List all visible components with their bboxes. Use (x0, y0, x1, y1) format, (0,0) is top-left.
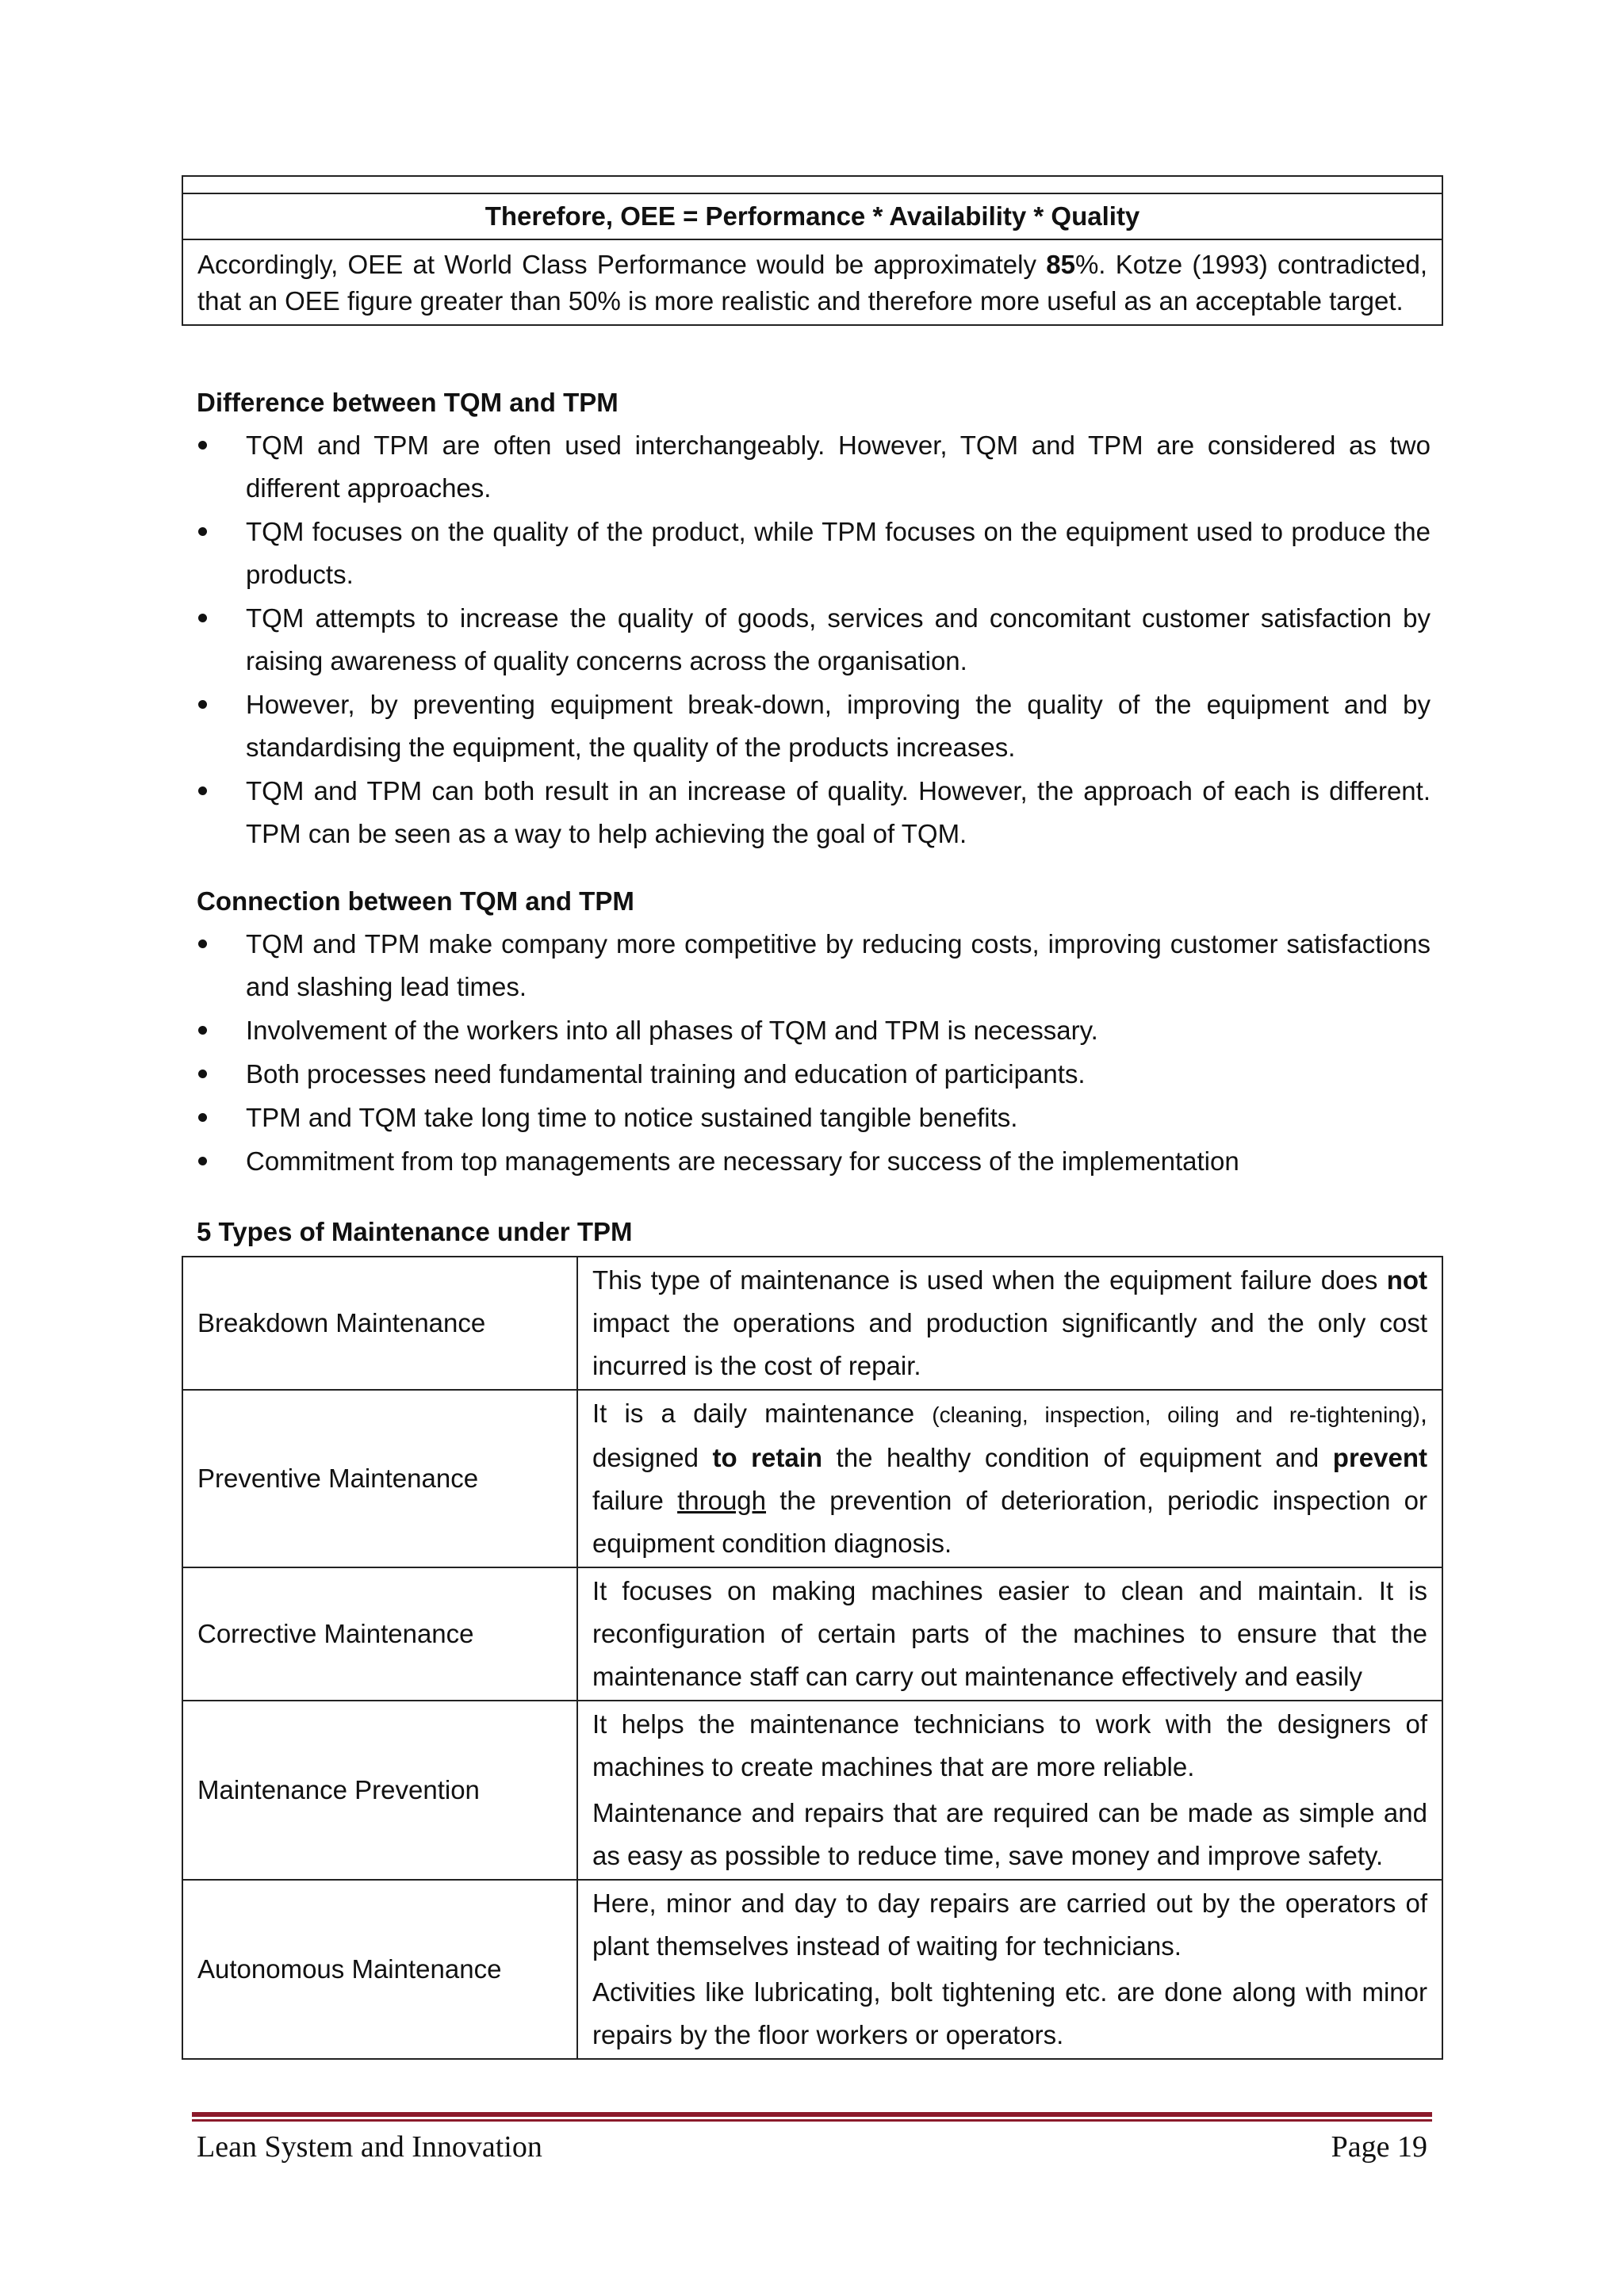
difference-list (197, 424, 1431, 856)
maintenance-table (182, 1256, 1443, 2060)
description-bold: not (1386, 1265, 1427, 1295)
maintenance-description-cell (577, 1880, 1442, 2059)
list-item-text: TPM and TQM take long time to notice sustained tangible benefits. (246, 1103, 1018, 1132)
maintenance-type-cell: Breakdown Maintenance (182, 1257, 577, 1390)
description-text: impact the operations and production significantly and the only cost incurred is the cost of repair. (592, 1308, 1427, 1380)
footer-rule-thin (192, 2119, 1432, 2122)
footer-rule (192, 2112, 1432, 2117)
connection-list (197, 923, 1431, 1184)
description-text: This type of maintenance is used when the equipment failure does (592, 1265, 1387, 1295)
description-small: (cleaning, inspection, oiling and re-tightening) (932, 1402, 1420, 1427)
bullet-icon (198, 1113, 207, 1122)
bullet-icon (198, 1026, 207, 1035)
list-item-text: TQM and TPM are often used interchangeably. However, TQM and TPM are considered as two different approaches. (246, 430, 1431, 503)
list-item (197, 770, 1431, 855)
maintenance-description-cell (577, 1701, 1442, 1880)
bullet-icon (198, 1070, 207, 1078)
maintenance-heading: 5 Types of Maintenance under TPM (197, 1217, 633, 1246)
bullet-icon (198, 939, 207, 948)
list-item (197, 511, 1431, 596)
maintenance-type-cell: Preventive Maintenance (182, 1390, 577, 1567)
maintenance-type-cell: Autonomous Maintenance (182, 1880, 577, 2059)
list-item (197, 597, 1431, 683)
list-item-text: However, by preventing equipment break-down, improving the quality of the equipment and by standardising the equipment, the quality of the products increases. (246, 690, 1431, 762)
description-paragraph: Activities like lubricating, bolt tightening etc. are done along with minor repairs by the floor workers or operators. (592, 1977, 1427, 2049)
list-item (197, 1140, 1431, 1183)
difference-heading: Difference between TQM and TPM (197, 388, 619, 417)
list-item-text: TQM and TPM make company more competitive by reducing costs, improving customer satisfactions and slashing lead times. (246, 929, 1431, 1001)
oee-paragraph (183, 240, 1442, 324)
maintenance-description-cell (577, 1257, 1442, 1390)
list-item-text: Commitment from top managements are necessary for success of the implementation (246, 1146, 1239, 1176)
oee-formula: Therefore, OEE = Performance * Availability * Quality (183, 194, 1442, 240)
connection-heading: Connection between TQM and TPM (197, 886, 634, 916)
bullet-icon (198, 786, 207, 795)
oee-text-before: Accordingly, OEE at World Class Performance would be approximately (197, 250, 1047, 279)
description-text: failure (592, 1486, 678, 1515)
description-bold: to retain (712, 1443, 823, 1472)
description-underline: through (677, 1486, 767, 1515)
maintenance-type-cell: Corrective Maintenance (182, 1567, 577, 1701)
description-text: the healthy condition of equipment and (822, 1443, 1333, 1472)
oee-top-strip (183, 177, 1442, 194)
list-item-text: TQM and TPM can both result in an increase of quality. However, the approach of each is different. TPM can be seen as a way to help achieving the goal of TQM. (246, 776, 1431, 848)
table-row (182, 1880, 1442, 2059)
description-bold: prevent (1332, 1443, 1427, 1472)
description-paragraph: Maintenance and repairs that are required can be made as simple and as easy as possible to reduce time, save money and improve safety. (592, 1798, 1427, 1870)
description-text: the prevention of deterioration, periodic inspection or equipment condition diagnosis. (592, 1486, 1427, 1558)
oee-text-after: %. Kotze (1993) contradicted, that an OEE figure greater than 50% is more realistic and therefore more useful as an acceptable target. (197, 250, 1427, 316)
table-row (182, 1257, 1442, 1390)
list-item-text: Involvement of the workers into all phases of TQM and TPM is necessary. (246, 1016, 1098, 1045)
bullet-icon (198, 700, 207, 709)
maintenance-description-cell (577, 1390, 1442, 1567)
list-item (197, 923, 1431, 1008)
bullet-icon (198, 614, 207, 622)
list-item-text: Both processes need fundamental training and education of participants. (246, 1059, 1086, 1089)
oee-box (182, 175, 1443, 326)
footer-page-number: Page 19 (1331, 2130, 1427, 2164)
description-paragraph: It helps the maintenance technicians to work with the designers of machines to create machines that are more reliable. (592, 1709, 1427, 1781)
table-row (182, 1567, 1442, 1701)
list-item-text: TQM focuses on the quality of the product, while TPM focuses on the equipment used to produce the products. (246, 517, 1431, 589)
description-text: , designed (592, 1399, 1427, 1472)
footer-document-title: Lean System and Innovation (197, 2130, 542, 2164)
list-item (197, 683, 1431, 769)
maintenance-description-cell: It focuses on making machines easier to clean and maintain. It is reconfiguration of certain parts of the machines to ensure that the maintenance staff can carry out maintenance effectively and easily (577, 1567, 1442, 1701)
list-item (197, 1009, 1431, 1052)
description-text: It is a daily maintenance (592, 1399, 933, 1428)
list-item-text: TQM attempts to increase the quality of goods, services and concomitant customer satisfaction by raising awareness of quality concerns across the organisation. (246, 603, 1431, 675)
description-paragraph: Here, minor and day to day repairs are carried out by the operators of plant themselves instead of waiting for technicians. (592, 1888, 1427, 1961)
bullet-icon (198, 441, 207, 450)
table-row (182, 1390, 1442, 1567)
list-item (197, 424, 1431, 510)
table-row (182, 1701, 1442, 1880)
oee-bold-value: 85 (1046, 250, 1075, 279)
bullet-icon (198, 1157, 207, 1165)
bullet-icon (198, 527, 207, 536)
maintenance-type-cell: Maintenance Prevention (182, 1701, 577, 1880)
list-item (197, 1053, 1431, 1096)
list-item (197, 1096, 1431, 1139)
